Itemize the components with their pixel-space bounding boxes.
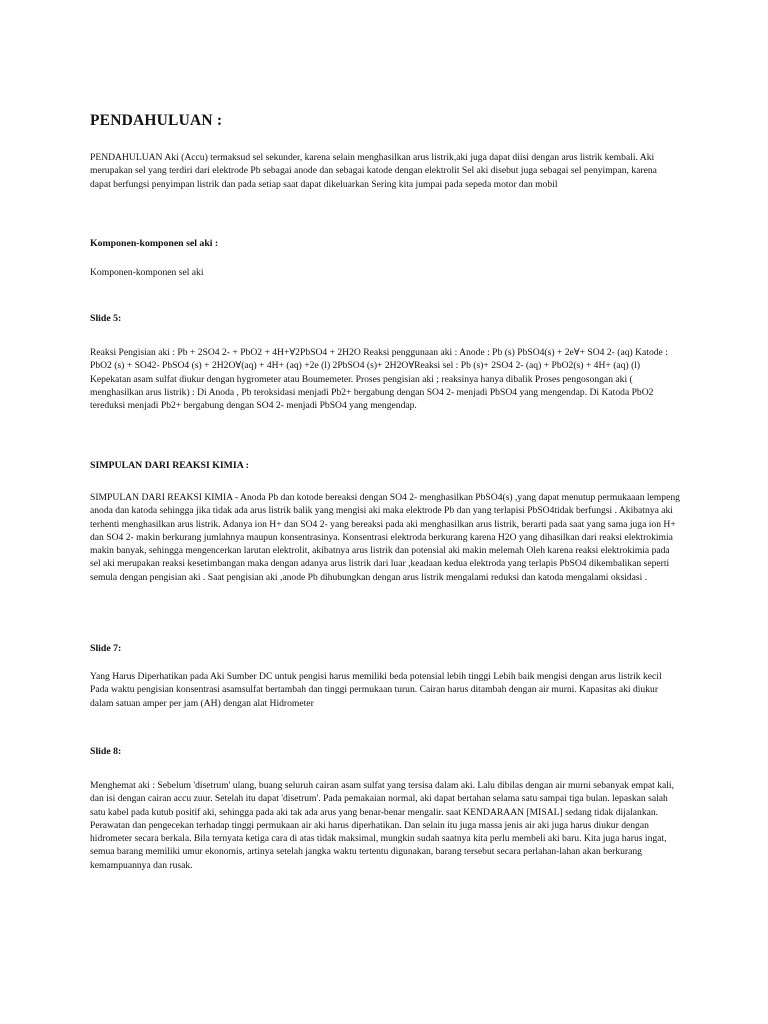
intro-paragraph: PENDAHULUAN Aki (Accu) termaksud sel sekunder, karena selain menghasilkan arus listrik,aki juga dapat diisi dengan arus listrik kembali. Aki merupakan sel yang terdiri dari elektrode Pb sebagai anode dan sebagai katode dengan elektrolit Sel aki disebut juga sebagai sel penyimpan, karena dapat berfungsi penyimpan listrik dan pada setiap saat dapat dikeluarkan Sering kita jumpai pada sepeda motor dan mobil — [90, 152, 657, 190]
slide-7-paragraph: Yang Harus Diperhatikan pada Aki Sumber DC untuk pengisi harus memiliki beda potensial lebih tinggi Lebih baik mengisi dengan arus listrik kecil Pada waktu pengisian konsentrasi asamsulfat bertambah dan tinggi permukaan turun. Cairan harus ditambah dengan air murni. Kapasitas aki diukur dalam satuan amper per jam (AH) dengan alat Hidrometer — [90, 671, 662, 709]
komponen-paragraph: Komponen-komponen sel aki — [90, 267, 204, 278]
komponen-heading: Komponen-komponen sel aki : — [90, 238, 219, 249]
slide-5-heading: Slide 5: — [90, 313, 122, 324]
simpulan-paragraph: SIMPULAN DARI REAKSI KIMIA - Anoda Pb dan kotode bereaksi dengan SO4 2- menghasilkan PbSO4(s) ,yang dapat menutup permukaaan lempeng anoda dan katoda sehingga jika tidak ada arus listrik balik yang mengisi aki maka elektrode Pb dan yang terlapisi PbSO4tidak berfungsi . Akibatnya aki terhenti menghasilkan arus listrik. Adanya ion H+ dan SO4 2- yang bereaksi pada aki menghasilkan arus listrik, berarti pada saat yang sama juga ion H+ dan SO4 2- makin berkurang jumlahnya maupun konsentrasinya. Konsentrasi elektroda berkurang karena H2O yang dihasilkan dari reaksi elektrokimia makin banyak, sehingga mengencerkan larutan elektrolit, akibatnya arus listrik dan potensial aki makin melemah Oleh karena reaksi elektrokimia pada sel aki merupakan reaksi kesetimbangan maka dengan adanya arus listrik dari luar ,keadaan kedua elektroda yang terlapis PbSO4 dikembalikan seperti semula dengan pengisian aki . Saat pengisian aki ,anode Pb dihubungkan dengan arus listrik mengalami reduksi dan katoda mengalami oksidasi . — [90, 492, 680, 583]
page-title: PENDAHULUAN : — [90, 112, 223, 129]
slide-8-heading: Slide 8: — [90, 746, 122, 757]
simpulan-heading: SIMPULAN DARI REAKSI KIMIA : — [90, 460, 249, 471]
slide-5-paragraph: Reaksi Pengisian aki : Pb + 2SO4 2- + PbO2 + 4H+∀2PbSO4 + 2H2O Reaksi penggunaan aki : Anode : Pb (s) PbSO4(s) + 2e∀+ SO4 2- (aq) Katode : PbO2 (s) + SO42- PbSO4 (s) + 2H2O∀(aq) + 4H+ (aq) +2e (l) 2PbSO4 (s)+ 2H2O∀Reaksi sel : Pb (s)+ 2SO4 2- (aq) + PbO2(s) + 4H+ (aq) (l) Kepekatan asam sulfat diukur dengan hygrometer atau Boumemeter. Proses pengisian aki ; reaksinya hanya dibalik Proses pengosongan aki ( menghasilkan arus listrik) : Di Anoda , Pb teroksidasi menjadi Pb2+ bergabung dengan SO4 2- menjadi PbSO4 yang mengendap. Di Katoda PbO2 tereduksi menjadi Pb2+ bergabung dengan SO4 2- menjadi PbSO4 yang mengendap. — [90, 347, 668, 412]
slide-7-heading: Slide 7: — [90, 643, 122, 654]
slide-8-paragraph: Menghemat aki : Sebelum 'disetrum' ulang, buang seluruh cairan asam sulfat yang tersisa dalam aki. Lalu dibilas dengan air murni sebanyak empat kali, dan isi dengan cairan accu zuur. Setelah itu dapat 'disetrum'. Pada pemakaian normal, aki dapat bertahan selama satu sampai tiga bulan. lepaskan salah satu kabel pada kutub positif aki, sehingga pada aki tak ada arus yang benar-benar mengalir. saat KENDARAAN [MISAL] sedang tidak dijalankan. Perawatan dan pengecekan terhadap tinggi permukaan air aki harus diperhatikan. Dan selain itu juga massa jenis air aki juga harus diukur dengan hidrometer secara berkala. Bila ternyata ketiga cara di atas tidak maksimal, mungkin sudah saatnya kita perlu membeli aki baru. Kita juga harus ingat, semua barang memiliki umur ekonomis, artinya setelah jangka waktu tertentu digunakan, barang tersebut secara perlahan-lahan akan berkurang kemampuannya dan rusak. — [90, 780, 674, 871]
